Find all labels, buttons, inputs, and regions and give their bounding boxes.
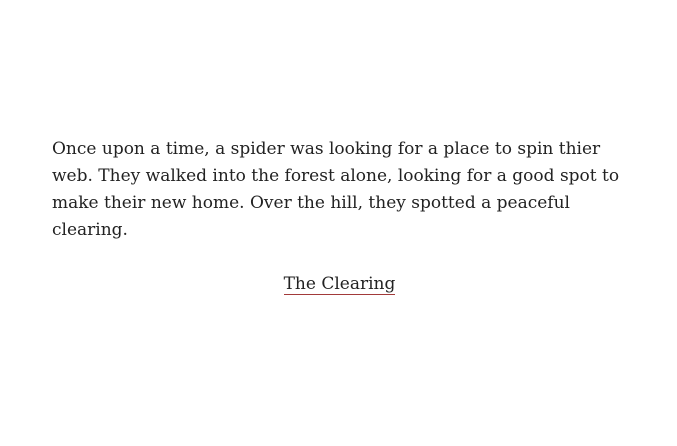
story-choices (0, 271, 677, 298)
choice-link-the-clearing[interactable]: The Clearing (283, 274, 396, 294)
story-passage-text: Once upon a time, a spider was looking for a place to spin thier web. They walked into the forest alone, looking for a good spot to make their new home. Over the hill, they spotted a peaceful clearing. (52, 139, 620, 240)
